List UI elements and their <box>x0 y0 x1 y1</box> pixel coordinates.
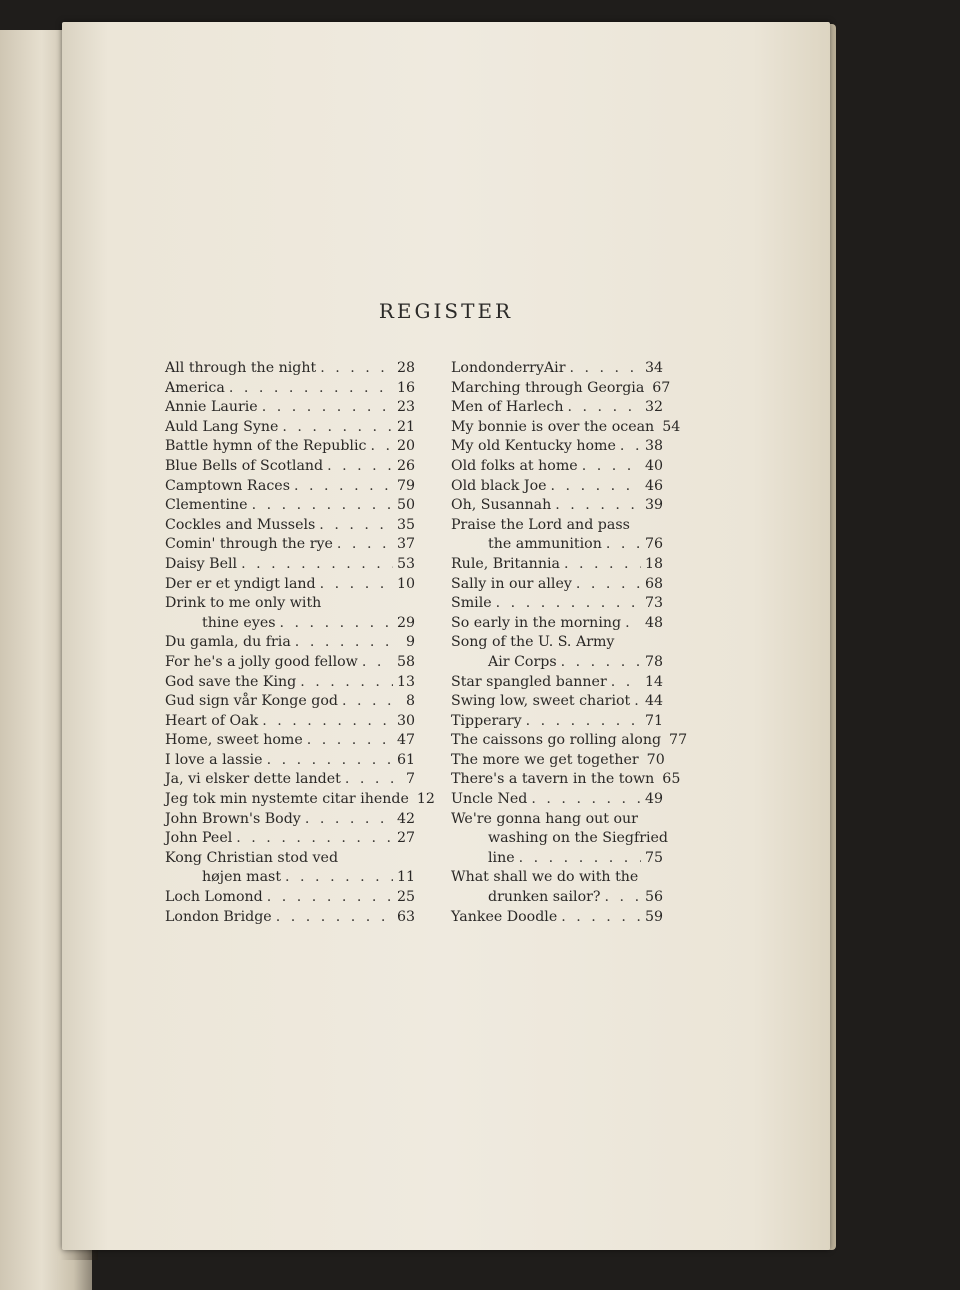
index-entry-line <box>165 516 415 536</box>
index-entry-line <box>165 868 415 888</box>
dot-leader <box>300 673 393 693</box>
dot-leader <box>496 594 641 614</box>
index-entry-line <box>451 849 663 869</box>
index-entry <box>451 477 663 497</box>
song-title: Tipperary <box>451 712 522 729</box>
song-title: Marching through Georgia <box>451 379 645 396</box>
page-number: 75 <box>644 849 663 866</box>
dot-leader <box>327 457 393 477</box>
song-title: Song of the U. S. Army <box>451 634 615 651</box>
index-entry <box>165 849 415 888</box>
index-entry <box>451 496 663 516</box>
index-entry <box>165 575 415 595</box>
index-entry-line <box>451 477 663 497</box>
index-entry <box>165 418 415 438</box>
index-entry <box>451 868 663 907</box>
index-entry <box>165 692 415 712</box>
dot-leader <box>561 653 641 673</box>
index-entry <box>451 379 671 399</box>
song-title: Blue Bells of Scotland <box>165 457 324 474</box>
index-column-right <box>451 359 688 927</box>
index-entry <box>165 653 415 673</box>
dot-leader <box>252 496 393 516</box>
song-title: Clementine <box>165 497 248 514</box>
song-title: Home, sweet home <box>165 732 303 749</box>
page-number: 23 <box>396 399 415 416</box>
page-number: 77 <box>669 732 688 749</box>
index-entry <box>165 555 415 575</box>
page-number: 8 <box>405 693 415 710</box>
index-entry-line <box>165 810 415 830</box>
page-number: 63 <box>396 908 415 925</box>
index-entry <box>165 829 415 849</box>
dot-leader <box>307 731 393 751</box>
page-title: REGISTER <box>378 299 514 323</box>
song-title: thine eyes <box>202 614 276 631</box>
dot-leader <box>267 751 393 771</box>
song-title: Old folks at home <box>451 457 578 474</box>
song-title: Heart of Oak <box>165 712 259 729</box>
index-entry-line <box>451 673 663 693</box>
dot-leader <box>370 437 393 457</box>
index-entry <box>451 790 663 810</box>
index-entry-line <box>165 849 415 869</box>
index-entry-line <box>451 379 671 399</box>
index-entry-line <box>451 575 663 595</box>
dot-leader <box>276 908 393 928</box>
index-entry <box>165 751 415 771</box>
page-number: 20 <box>396 438 415 455</box>
page-number: 42 <box>396 810 415 827</box>
index-entry-line <box>165 594 415 614</box>
song-title: Cockles and Mussels <box>165 516 316 533</box>
index-entry <box>451 575 663 595</box>
song-title: The caissons go rolling along <box>451 732 662 749</box>
page-number: 34 <box>644 360 663 376</box>
song-title: Swing low, sweet chariot <box>451 693 631 710</box>
index-entry-line <box>165 888 415 908</box>
page-number: 13 <box>396 673 415 690</box>
index-entry-line <box>165 633 415 653</box>
index-entry-line <box>165 731 415 751</box>
dot-leader <box>295 633 397 653</box>
index-entry-line <box>451 731 688 751</box>
index-entry-line <box>451 457 663 477</box>
index-entry <box>451 594 663 614</box>
page-number: 14 <box>644 673 663 690</box>
page-number: 68 <box>644 575 663 592</box>
page-number: 30 <box>396 712 415 729</box>
page-number: 61 <box>396 751 415 768</box>
song-title: Kong Christian stod ved <box>165 849 339 866</box>
page-number: 50 <box>396 497 415 514</box>
index-entry-line <box>451 398 663 418</box>
index-entry-line <box>165 477 415 497</box>
page-number: 38 <box>644 438 663 455</box>
song-title: Ja, vi elsker dette landet <box>165 771 341 788</box>
page-number: 65 <box>662 771 681 788</box>
index-entry <box>165 673 415 693</box>
index-entry <box>451 359 663 379</box>
index-entry-line <box>165 614 415 634</box>
index-entry <box>165 712 415 732</box>
song-title: John Peel <box>165 830 233 847</box>
page-number: 44 <box>644 693 663 710</box>
page-number: 58 <box>396 653 415 670</box>
index-entry-line <box>165 555 415 575</box>
index-entry <box>451 908 663 928</box>
page-number: 53 <box>396 555 415 572</box>
index-entry <box>165 731 415 751</box>
song-title: washing on the Siegfried <box>488 830 669 847</box>
index-entry-line <box>165 379 415 399</box>
index-entry-line <box>165 790 435 810</box>
index-entry-line <box>165 751 415 771</box>
index-entry-line <box>165 398 415 418</box>
dot-leader <box>569 359 640 379</box>
dot-leader <box>582 457 641 477</box>
index-entry-line <box>165 418 415 438</box>
index-entry <box>451 633 663 672</box>
song-title: Annie Laurie <box>165 399 258 416</box>
song-title: Comin' through the rye <box>165 536 333 553</box>
dot-leader <box>561 908 641 928</box>
page-number: 27 <box>396 830 415 847</box>
index-entry <box>165 770 415 790</box>
song-title: Praise the Lord and pass <box>451 516 630 533</box>
index-entry-line <box>165 437 415 457</box>
page-number: 9 <box>405 634 415 651</box>
index-entry <box>165 908 415 928</box>
index-entry-line <box>451 594 663 614</box>
page-number: 54 <box>662 418 681 435</box>
index-entry <box>451 614 663 634</box>
index-entry-line <box>451 790 663 810</box>
song-title: Der er et yndigt land <box>165 575 316 592</box>
page-number: 35 <box>396 516 415 533</box>
dot-leader <box>606 535 641 555</box>
index-entry-line <box>451 535 663 555</box>
dot-leader <box>634 692 641 712</box>
song-title: Battle hymn of the Republic <box>165 438 367 455</box>
dot-leader <box>229 379 393 399</box>
dot-leader <box>236 829 393 849</box>
song-title: drunken sailor? <box>488 889 601 906</box>
index-entry <box>451 751 663 771</box>
song-title: Du gamla, du fria <box>165 634 291 651</box>
song-title: Loch Lomond <box>165 889 263 906</box>
page-number: 18 <box>644 555 663 572</box>
index-entry <box>165 888 415 908</box>
dot-leader <box>280 614 393 634</box>
index-entry-line <box>451 692 663 712</box>
page-number: 11 <box>396 869 415 886</box>
index-entry-line <box>165 712 415 732</box>
song-title: I love a lassie <box>165 751 263 768</box>
song-title: So early in the morning <box>451 614 622 631</box>
song-title: Men of Harlech <box>451 399 564 416</box>
song-title: LondonderryAir <box>451 360 566 376</box>
index-entry <box>451 692 663 712</box>
page-number: 39 <box>644 497 663 514</box>
index-entry-line <box>165 457 415 477</box>
index-entry <box>165 457 415 477</box>
dot-leader <box>320 575 393 595</box>
index-entry-line <box>451 653 663 673</box>
song-title: Drink to me only with <box>165 595 322 612</box>
index-entry-line <box>451 712 663 732</box>
index-entry-line <box>451 810 663 830</box>
index-entry-line <box>451 496 663 516</box>
page-number: 7 <box>405 771 415 788</box>
index-entry-line <box>165 359 415 379</box>
index-entry <box>165 496 415 516</box>
song-title: John Brown's Body <box>165 810 301 827</box>
index-entry <box>165 477 415 497</box>
song-title: line <box>488 849 515 866</box>
index-entry-line <box>451 908 663 928</box>
song-title: Oh, Susannah <box>451 497 552 514</box>
page-number: 12 <box>416 791 435 808</box>
index-entry <box>165 437 415 457</box>
dot-leader <box>551 477 641 497</box>
index-entry <box>451 418 681 438</box>
dot-leader <box>611 673 641 693</box>
dot-leader <box>319 516 393 536</box>
dot-leader <box>555 496 641 516</box>
dot-leader <box>531 790 641 810</box>
index-entry-line <box>451 555 663 575</box>
song-title: Star spangled banner <box>451 673 607 690</box>
dot-leader <box>267 888 393 908</box>
dot-leader <box>564 555 641 575</box>
dot-leader <box>625 614 641 634</box>
dot-leader <box>345 770 397 790</box>
index-entry-line <box>165 496 415 516</box>
index-entry-line <box>165 908 415 928</box>
page-number: 10 <box>396 575 415 592</box>
page-number: 76 <box>644 536 663 553</box>
song-title: All through the night <box>165 360 317 376</box>
index-entry <box>451 731 688 751</box>
dot-leader <box>320 359 393 379</box>
song-title: My old Kentucky home <box>451 438 616 455</box>
index-entry <box>165 535 415 555</box>
song-title: Rule, Britannia <box>451 555 560 572</box>
index-entry-line <box>165 653 415 673</box>
dot-leader <box>362 653 393 673</box>
song-title: Auld Lang Syne <box>165 418 279 435</box>
index-entry-line <box>451 829 669 849</box>
index-entry-line <box>165 535 415 555</box>
index-entry <box>165 790 435 810</box>
index-entry <box>165 398 415 418</box>
page-number: 16 <box>396 379 415 396</box>
song-title: London Bridge <box>165 908 272 925</box>
song-title: Daisy Bell <box>165 555 238 572</box>
page-number: 79 <box>396 477 415 494</box>
index-column-left <box>165 359 435 927</box>
page-number: 56 <box>644 889 663 906</box>
song-title: Air Corps <box>488 653 557 670</box>
song-title: Yankee Doodle <box>451 908 558 925</box>
song-title: Gud sign vår Konge god <box>165 693 338 710</box>
dot-leader <box>337 535 393 555</box>
page-number: 32 <box>644 399 663 416</box>
index-entry <box>451 712 663 732</box>
index-entry <box>165 633 415 653</box>
index-entry <box>165 516 415 536</box>
page-number: 25 <box>396 889 415 906</box>
dot-leader <box>241 555 393 575</box>
dot-leader <box>285 868 393 888</box>
song-title: What shall we do with the <box>451 869 639 886</box>
page-number: 28 <box>396 360 415 376</box>
song-title: For he's a jolly good fellow <box>165 653 358 670</box>
index-entry-line <box>451 770 681 790</box>
index-entry <box>451 398 663 418</box>
song-title: We're gonna hang out our <box>451 810 638 827</box>
index-entry-line <box>451 418 681 438</box>
song-title: America <box>165 379 225 396</box>
dot-leader <box>568 398 641 418</box>
page-number: 48 <box>644 614 663 631</box>
index-entry <box>165 810 415 830</box>
index-entry-line <box>165 692 415 712</box>
song-title: Camptown Races <box>165 477 290 494</box>
page-number: 47 <box>396 732 415 749</box>
song-title: Uncle Ned <box>451 791 528 808</box>
index-entry <box>451 516 663 555</box>
dot-leader <box>282 418 393 438</box>
index-entry-line <box>165 770 415 790</box>
dot-leader <box>262 712 393 732</box>
page-number: 70 <box>646 751 665 768</box>
index-entry-line <box>451 751 663 771</box>
index-entry <box>451 555 663 575</box>
page-number: 67 <box>652 379 671 396</box>
dot-leader <box>526 712 641 732</box>
song-title: Smile <box>451 595 492 612</box>
index-entry <box>165 379 415 399</box>
song-title: Old black Joe <box>451 477 547 494</box>
song-title: Sally in our alley <box>451 575 572 592</box>
page-number: 26 <box>396 457 415 474</box>
index-entry <box>451 673 663 693</box>
index-entry-line <box>451 614 663 634</box>
book-page <box>62 22 830 1250</box>
page-number: 40 <box>644 457 663 474</box>
index-entry-line <box>451 888 663 908</box>
index-entry-line <box>451 359 663 379</box>
index-entry <box>165 359 415 379</box>
dot-leader <box>262 398 393 418</box>
dot-leader <box>305 810 393 830</box>
index-entry <box>451 810 669 869</box>
page-number: 46 <box>644 477 663 494</box>
index-entry-line <box>451 868 663 888</box>
page-number: 49 <box>644 791 663 808</box>
dot-leader <box>519 849 641 869</box>
index-entry <box>451 457 663 477</box>
song-title: God save the King <box>165 673 297 690</box>
page-number: 59 <box>644 908 663 925</box>
index-entry <box>165 594 415 633</box>
dot-leader <box>342 692 397 712</box>
page-number: 71 <box>644 712 663 729</box>
page-number: 78 <box>644 653 663 670</box>
song-title: Jeg tok min nystemte citar ihende <box>165 791 409 808</box>
index-entry-line <box>451 437 663 457</box>
index-entry-line <box>165 673 415 693</box>
song-title: the ammunition <box>488 536 602 553</box>
dot-leader <box>620 437 641 457</box>
index-entry <box>451 437 663 457</box>
dot-leader <box>294 477 393 497</box>
song-title: højen mast <box>202 869 282 886</box>
index-entry <box>451 770 681 790</box>
index-entry-line <box>451 516 663 536</box>
page-number: 21 <box>396 418 415 435</box>
index-entry-line <box>165 829 415 849</box>
dot-leader <box>576 575 641 595</box>
song-title: There's a tavern in the town <box>451 771 655 788</box>
song-title: My bonnie is over the ocean <box>451 418 655 435</box>
index-entry-line <box>451 633 663 653</box>
song-title: The more we get together <box>451 751 639 768</box>
page-number: 37 <box>396 536 415 553</box>
page-number: 73 <box>644 595 663 612</box>
dot-leader <box>605 888 641 908</box>
page-number: 29 <box>396 614 415 631</box>
index-entry-line <box>165 575 415 595</box>
